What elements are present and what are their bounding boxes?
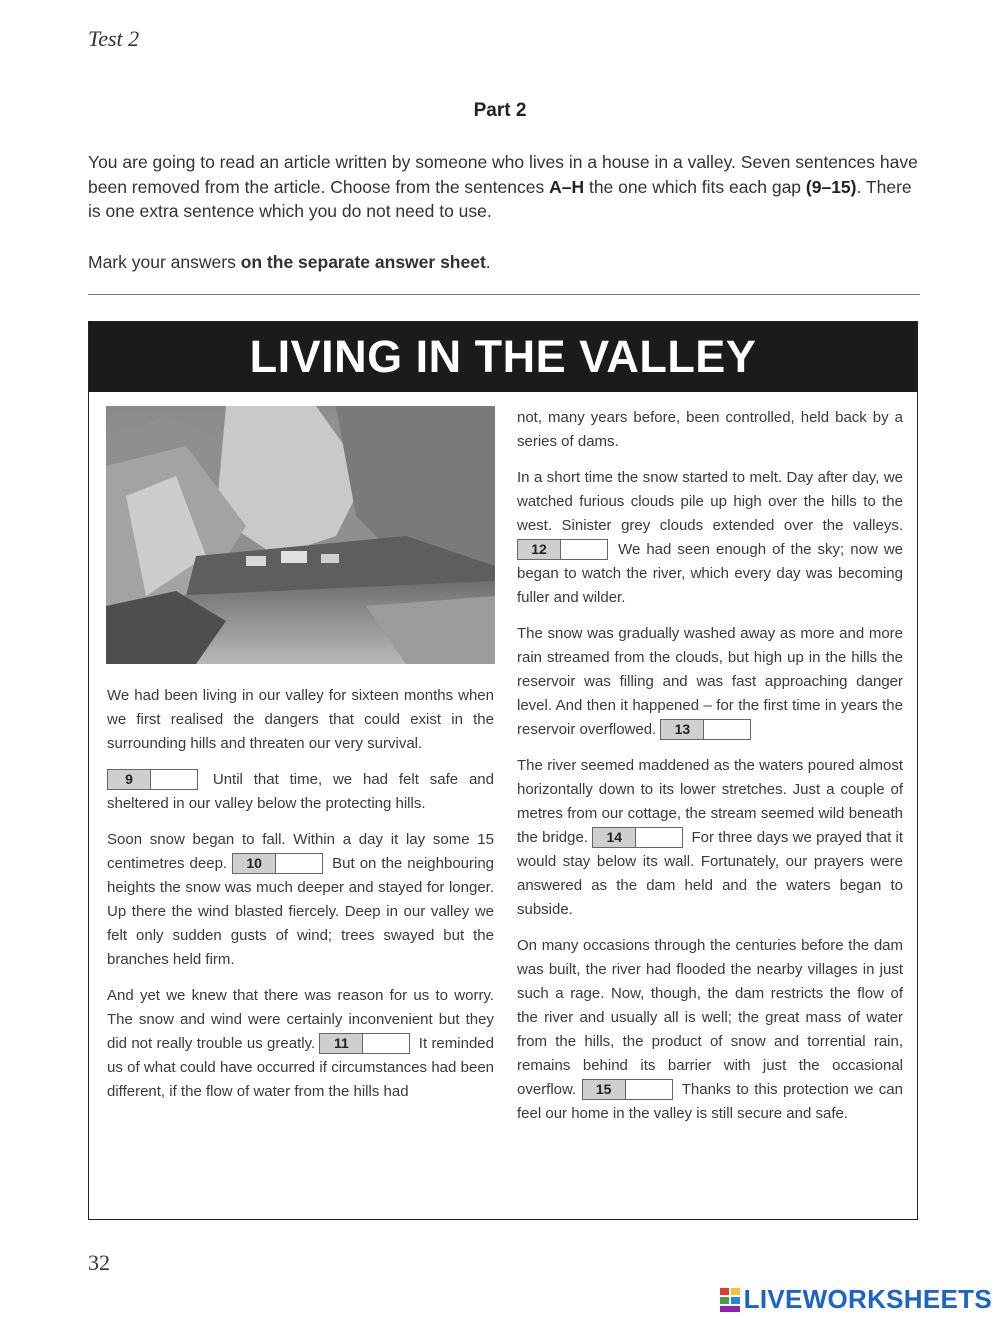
mark-text: Mark your answers [88, 252, 241, 272]
gap-10-answer-box[interactable] [232, 853, 323, 874]
gap-blank[interactable] [704, 720, 750, 739]
article-left-column [107, 684, 494, 1116]
paragraph-text: Until that time, we had felt safe and sheltered in our valley below the protecting hills. [107, 771, 494, 812]
instructions [88, 150, 923, 224]
instructions-gaps: (9–15) [805, 176, 857, 197]
test-label: Test 2 [88, 26, 140, 51]
paragraph [107, 984, 494, 1104]
paragraph-text: The snow was gradually washed away as more and more rain streamed from the clouds, but high up in the hills the reservoir was filling and was fast approaching danger level. And then it happened – for the first time in years the reservoir overflowed. [517, 625, 903, 738]
gap-number: 9 [108, 770, 151, 789]
gap-number: 10 [233, 854, 276, 873]
part-heading: Part 2 [473, 100, 527, 121]
paragraph [107, 828, 494, 972]
gap-13-answer-box[interactable] [660, 719, 751, 740]
gap-blank[interactable] [363, 1034, 409, 1053]
gap-number: 11 [320, 1034, 363, 1053]
gap-15-answer-box[interactable] [582, 1079, 673, 1100]
gap-number: 13 [661, 720, 704, 739]
answer-instruction [88, 250, 923, 274]
gap-12-answer-box[interactable] [517, 539, 608, 560]
article-frame [88, 321, 918, 1220]
paragraph-text: In a short time the snow started to melt. Day after day, we watched furious clouds pile up high over the hills to the west. Sinister grey clouds extended over the valleys. [517, 469, 903, 534]
paragraph [517, 934, 903, 1126]
instructions-text-2: the one which fits each gap [584, 176, 806, 197]
paragraph [107, 768, 494, 816]
gap-number: 14 [593, 828, 636, 847]
gap-9-answer-box[interactable] [107, 769, 198, 790]
liveworksheets-logo-icon [720, 1288, 740, 1312]
paragraph [517, 622, 903, 742]
article-title: LIVING IN THE VALLEY [89, 322, 917, 392]
paragraph-text: It reminded us of what could have occurred if circumstances had been different, if the flow of water from the hills had [107, 1035, 494, 1100]
gap-number: 15 [583, 1080, 626, 1099]
paragraph: not, many years before, been controlled, held back by a series of dams. [517, 409, 903, 450]
valley-photo [106, 406, 495, 664]
gap-blank[interactable] [151, 770, 197, 789]
divider [88, 294, 920, 295]
paragraph [517, 466, 903, 610]
mark-end: . [485, 252, 491, 272]
gap-blank[interactable] [561, 540, 607, 559]
page-number: 32 [88, 1250, 110, 1275]
gap-14-answer-box[interactable] [592, 827, 683, 848]
gap-blank[interactable] [636, 828, 682, 847]
paragraph-text: And yet we knew that there was reason for us to worry. The snow and wind were certainly inconvenient but they did not really trouble us greatly. [107, 987, 494, 1052]
gap-number: 12 [518, 540, 561, 559]
paragraph-text: On many occasions through the centuries before the dam was built, the river had flooded the nearby villages in just such a rage. Now, though, the dam restricts the flow of the river and usually all is well; the great mass of water from the hills, the product of snow and torrential rain, remains behind its barrier with just the occasional overflow. [517, 937, 903, 1098]
paragraph-text: Thanks to this protection we can feel our home in the valley is still secure and safe. [517, 1081, 903, 1122]
paragraph-text: We had seen enough of the sky; now we began to watch the river, which every day was becoming fuller and wilder. [517, 541, 904, 606]
gap-11-answer-box[interactable] [319, 1033, 410, 1054]
valley-photo-icon [106, 406, 495, 664]
paragraph [517, 754, 903, 922]
brand-name: LIVEWORKSHEETS [743, 1284, 992, 1314]
gap-blank[interactable] [626, 1080, 672, 1099]
instructions-text-3: . There is one extra sentence which you do not need to use. [88, 176, 912, 221]
paragraph: We had been living in our valley for sixteen months when we first realised the dangers that could exist in the surrounding hills and threaten our very survival. [107, 687, 494, 752]
paragraph-text: Soon snow began to fall. Within a day it lay some 15 centimetres deep. [107, 831, 494, 872]
gap-blank[interactable] [276, 854, 322, 873]
instructions-text-1: You are going to read an article written by someone who lives in a house in a valley. Seven sentences have been removed from the article. Choose from the sentences [88, 152, 918, 197]
paragraph-text: For three days we prayed that it would stay below its wall. Fortunately, our prayers were answered as the dam held and the waters began to subside. [517, 829, 904, 918]
brand-logo[interactable] [720, 1284, 992, 1315]
paragraph-text: The river seemed maddened as the waters poured almost horizontally down to its lower stretches. Just a couple of metres from our cottage, the stream seemed wild beneath the bridge. [517, 757, 903, 846]
instructions-range: A–H [549, 176, 585, 197]
mark-bold: on the separate answer sheet [240, 252, 486, 272]
paragraph-text: But on the neighbouring heights the snow was much deeper and stayed for longer. Up there the wind blasted fiercely. Deep in our valley we felt only sudden gusts of wind; trees swayed but the branches held firm. [107, 855, 495, 968]
article-right-column [517, 406, 903, 1138]
